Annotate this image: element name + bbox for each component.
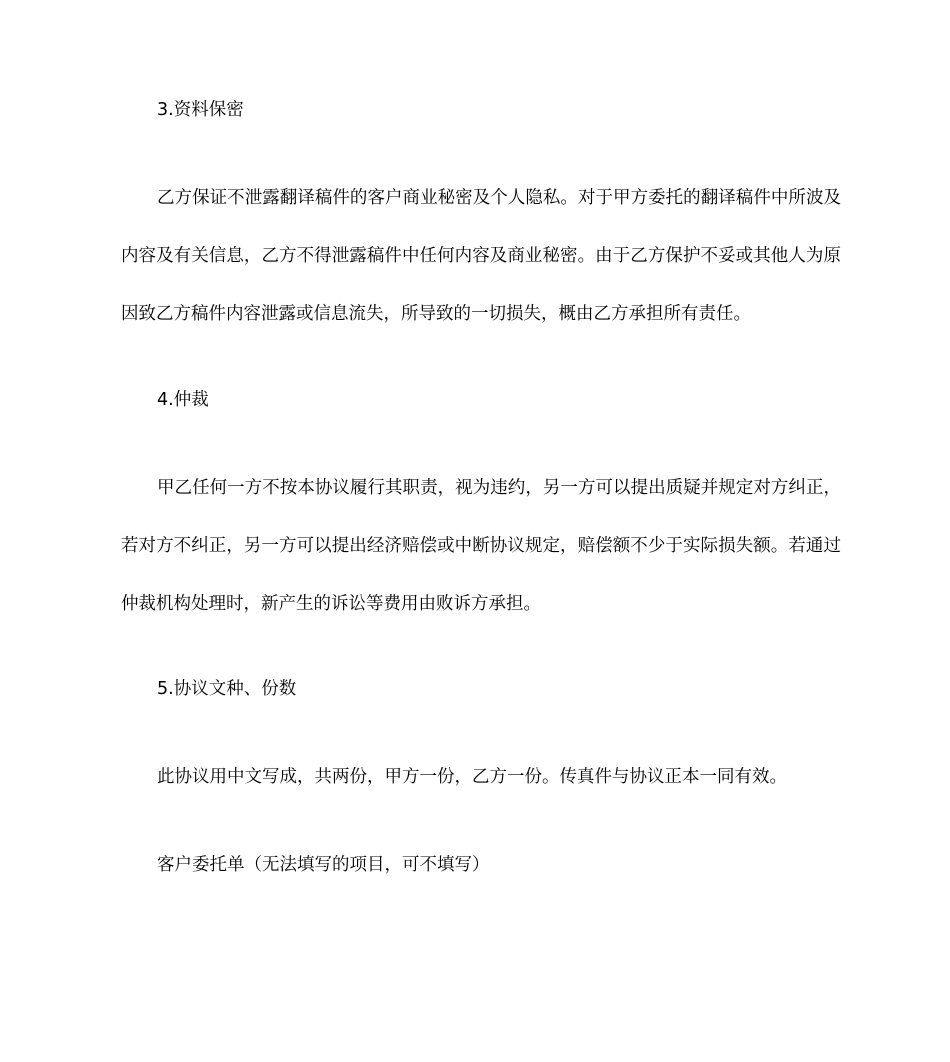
section-4-heading: 4.仲裁: [157, 390, 209, 410]
section-5-heading: 5.协议文种、份数: [157, 679, 297, 699]
section-4-paragraph: 甲乙任何一方不按本协议履行其职责，视为违约，另一方可以提出质疑并规定对方纠正，若对方不纠正，另一方可以提出经济赔偿或中断协议规定，赔偿额不少于实际损失额。若通过仲裁机构处理时，新产生的诉讼等费用由败诉方承担。: [121, 478, 841, 614]
section-3-paragraph: 乙方保证不泄露翻译稿件的客户商业秘密及个人隐私。对于甲方委托的翻译稿件中所波及内容及有关信息，乙方不得泄露稿件中任何内容及商业秘密。由于乙方保护不妥或其他人为原因致乙方稿件内容泄露或信息流失，所导致的一切损失，概由乙方承担所有责任。: [121, 188, 841, 324]
client-order-title: 客户委托单（无法填写的项目，可不填写）: [157, 855, 490, 875]
section-3-heading: 3.资料保密: [157, 100, 244, 120]
section-5-paragraph: 此协议用中文写成，共两份，甲方一份，乙方一份。传真件与协议正本一同有效。: [157, 767, 787, 787]
